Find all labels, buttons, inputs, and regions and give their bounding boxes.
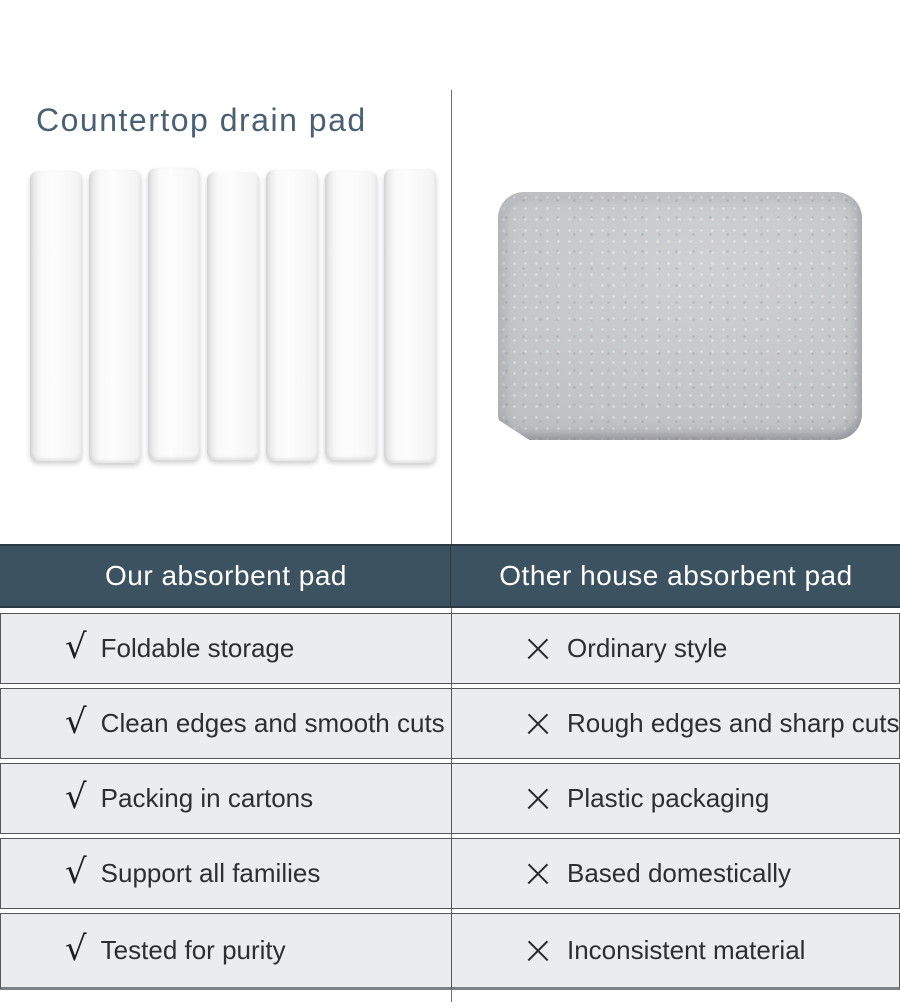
header-other-pad: Other house absorbent pad	[499, 560, 853, 591]
pad-slat	[384, 169, 436, 463]
cross-icon	[526, 787, 550, 811]
table-row	[0, 613, 900, 684]
row-divider	[451, 837, 452, 910]
table-row	[0, 763, 900, 834]
con-cell	[452, 914, 900, 987]
pad-slat	[30, 171, 82, 461]
con-label: Plastic packaging	[567, 783, 770, 813]
pad-slat	[325, 171, 377, 460]
page-title: Countertop drain pad	[36, 102, 367, 138]
row-divider	[451, 912, 452, 989]
pro-label: Support all families	[100, 858, 321, 888]
con-cell	[452, 764, 900, 833]
cross-icon	[526, 939, 550, 963]
con-label: Inconsistent material	[567, 935, 806, 965]
con-cell	[452, 689, 900, 758]
pad-slat	[266, 170, 318, 461]
check-icon: √	[65, 626, 87, 667]
table-row	[0, 913, 900, 990]
row-divider	[451, 687, 452, 760]
table-row	[0, 688, 900, 759]
check-icon: √	[65, 701, 87, 742]
bent-corner	[497, 419, 531, 441]
table-row	[0, 838, 900, 909]
pad-slat	[148, 168, 200, 460]
check-icon: √	[65, 851, 87, 892]
our-pad-photo	[30, 168, 436, 466]
row-divider	[451, 612, 452, 685]
pro-cell	[1, 764, 452, 833]
check-icon: √	[65, 776, 87, 817]
header-our-pad: Our absorbent pad	[105, 560, 347, 591]
con-cell	[452, 614, 900, 683]
pro-label: Tested for purity	[100, 935, 286, 965]
pro-cell	[1, 614, 452, 683]
other-pad-photo	[498, 192, 862, 440]
con-label: Rough edges and sharp cuts	[567, 708, 900, 738]
pro-cell	[1, 689, 452, 758]
row-divider	[451, 762, 452, 835]
pro-cell	[1, 839, 452, 908]
pro-label: Packing in cartons	[100, 783, 314, 813]
comparison-table-header	[0, 544, 900, 608]
con-cell	[452, 839, 900, 908]
con-label: Ordinary style	[567, 633, 728, 663]
header-divider	[450, 544, 451, 608]
pad-slat	[89, 170, 141, 463]
pad-slat	[207, 172, 259, 460]
pro-label: Foldable storage	[100, 633, 295, 663]
cross-icon	[526, 712, 550, 736]
pro-label: Clean edges and smooth cuts	[100, 708, 445, 738]
pro-cell	[1, 914, 452, 987]
cross-icon	[526, 862, 550, 886]
cross-icon	[526, 637, 550, 661]
check-icon: √	[65, 928, 87, 969]
con-label: Based domestically	[567, 858, 791, 888]
